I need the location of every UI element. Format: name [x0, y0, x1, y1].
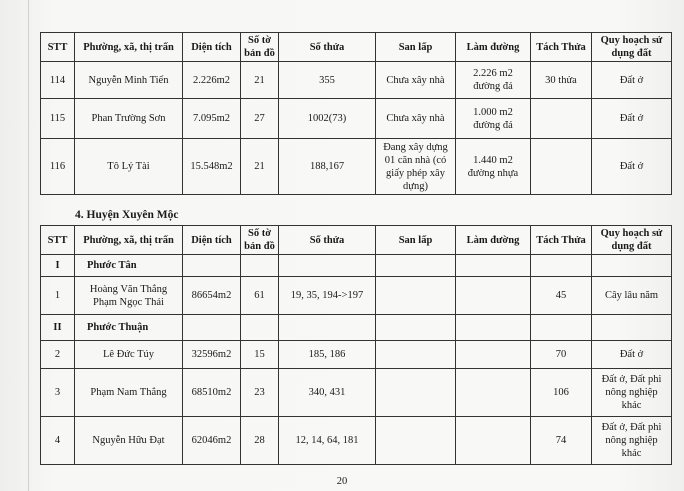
- table-row: [41, 99, 672, 139]
- cell-zoning: Đất ở, Đất phi nông nghiệp khác: [592, 369, 672, 417]
- header-parcel: Số thửa: [279, 33, 376, 62]
- cell-ward: Nguyễn Hữu Đạt: [75, 417, 183, 465]
- page-edge-line: [28, 0, 29, 491]
- cell-split: 74: [531, 417, 592, 465]
- cell-stt: 4: [41, 417, 75, 465]
- group-row: [41, 255, 672, 277]
- table-row: [41, 417, 672, 465]
- cell-road: [456, 341, 531, 369]
- cell-zoning: Đất ở, Đất phi nông nghiệp khác: [592, 417, 672, 465]
- table-row: [41, 369, 672, 417]
- cell-zoning: Đất ở: [592, 341, 672, 369]
- cell-area: 15.548m2: [183, 139, 241, 195]
- cell-ward: Phan Trường Sơn: [75, 99, 183, 139]
- header-map-sheet: Số tờ bản đồ: [241, 226, 279, 255]
- cell-zoning: Đất ở: [592, 99, 672, 139]
- cell-leveling: [376, 341, 456, 369]
- cell-stt: 116: [41, 139, 75, 195]
- cell-split: [531, 99, 592, 139]
- cell-leveling: Chưa xây nhà: [376, 62, 456, 99]
- cell-split: 70: [531, 341, 592, 369]
- header-zoning: Quy hoạch sử dụng đất: [592, 33, 672, 62]
- cell-area: 86654m2: [183, 277, 241, 315]
- header-leveling: San lấp: [376, 226, 456, 255]
- header-split: Tách Thửa: [531, 226, 592, 255]
- header-area: Diện tích: [183, 33, 241, 62]
- table-header-row: [41, 226, 672, 255]
- cell-parcel: 188,167: [279, 139, 376, 195]
- cell-parcel: 355: [279, 62, 376, 99]
- header-leveling: San lấp: [376, 33, 456, 62]
- cell-stt: 2: [41, 341, 75, 369]
- cell-map-sheet: 21: [241, 62, 279, 99]
- cell-parcel: 19, 35, 194->197: [279, 277, 376, 315]
- header-parcel: Số thửa: [279, 226, 376, 255]
- header-ward: Phường, xã, thị trấn: [75, 33, 183, 62]
- cell-area: 68510m2: [183, 369, 241, 417]
- cell-road: [456, 417, 531, 465]
- cell-zoning: Đất ở: [592, 139, 672, 195]
- cell-ward: Phạm Nam Thắng: [75, 369, 183, 417]
- group-name: Phước Tân: [75, 255, 183, 277]
- cell-parcel: 1002(73): [279, 99, 376, 139]
- cell-area: 2.226m2: [183, 62, 241, 99]
- cell-leveling: [376, 369, 456, 417]
- cell-ward: Nguyễn Minh Tiến: [75, 62, 183, 99]
- cell-map-sheet: 61: [241, 277, 279, 315]
- table-header-row: [41, 33, 672, 62]
- cell-road: 2.226 m2 đường đá: [456, 62, 531, 99]
- cell-area: 7.095m2: [183, 99, 241, 139]
- group-numeral: II: [41, 315, 75, 341]
- cell-road: 1.440 m2 đường nhựa: [456, 139, 531, 195]
- cell-split: 30 thửa: [531, 62, 592, 99]
- cell-leveling: Đang xây dựng 01 căn nhà (có giấy phép xây dựng): [376, 139, 456, 195]
- cell-map-sheet: 28: [241, 417, 279, 465]
- table-row: [41, 62, 672, 99]
- header-road: Làm đường: [456, 33, 531, 62]
- cell-parcel: 340, 431: [279, 369, 376, 417]
- cell-zoning: Cây lâu năm: [592, 277, 672, 315]
- table-row: [41, 341, 672, 369]
- header-split: Tách Thửa: [531, 33, 592, 62]
- cell-area: 62046m2: [183, 417, 241, 465]
- group-name: Phước Thuận: [75, 315, 183, 341]
- cell-map-sheet: 23: [241, 369, 279, 417]
- header-road: Làm đường: [456, 226, 531, 255]
- header-ward: Phường, xã, thị trấn: [75, 226, 183, 255]
- cell-area: 32596m2: [183, 341, 241, 369]
- cell-stt: 1: [41, 277, 75, 315]
- header-map-sheet: Số tờ bản đồ: [241, 33, 279, 62]
- land-table-part-1: [40, 32, 672, 195]
- cell-road: [456, 277, 531, 315]
- header-stt: STT: [41, 226, 75, 255]
- cell-road: [456, 369, 531, 417]
- cell-ward: Lê Đức Túy: [75, 341, 183, 369]
- cell-leveling: [376, 417, 456, 465]
- cell-zoning: Đất ở: [592, 62, 672, 99]
- cell-leveling: Chưa xây nhà: [376, 99, 456, 139]
- header-zoning: Quy hoạch sử dụng đất: [592, 226, 672, 255]
- cell-split: [531, 139, 592, 195]
- land-table-part-2: [40, 225, 672, 465]
- cell-stt: 115: [41, 99, 75, 139]
- group-row: [41, 315, 672, 341]
- section-title: 4. Huyện Xuyên Mộc: [75, 209, 179, 221]
- header-area: Diện tích: [183, 226, 241, 255]
- page-number: 20: [336, 476, 348, 487]
- cell-split: 45: [531, 277, 592, 315]
- cell-ward: Hoàng Văn Thắng Phạm Ngọc Thái: [75, 277, 183, 315]
- table-row: [41, 277, 672, 315]
- cell-leveling: [376, 277, 456, 315]
- cell-stt: 3: [41, 369, 75, 417]
- cell-road: 1.000 m2 đường đá: [456, 99, 531, 139]
- cell-map-sheet: 15: [241, 341, 279, 369]
- cell-map-sheet: 27: [241, 99, 279, 139]
- cell-parcel: 12, 14, 64, 181: [279, 417, 376, 465]
- cell-ward: Tô Lý Tài: [75, 139, 183, 195]
- table-row: [41, 139, 672, 195]
- header-stt: STT: [41, 33, 75, 62]
- cell-stt: 114: [41, 62, 75, 99]
- cell-split: 106: [531, 369, 592, 417]
- cell-map-sheet: 21: [241, 139, 279, 195]
- group-numeral: I: [41, 255, 75, 277]
- cell-parcel: 185, 186: [279, 341, 376, 369]
